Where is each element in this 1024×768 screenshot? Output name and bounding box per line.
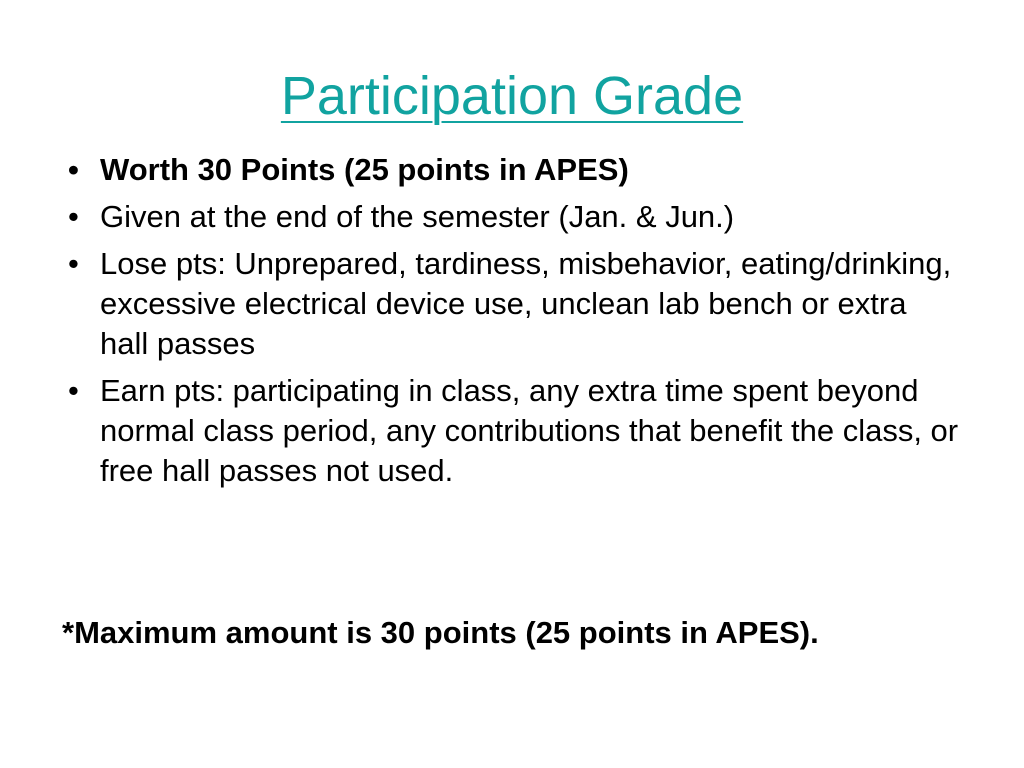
bullet-text: Lose pts: Unprepared, tardiness, misbehavior, eating/drinking, excessive electrical device use, unclean lab bench or extra hall passes	[100, 246, 952, 361]
bullet-dot-icon: •	[68, 373, 79, 408]
maximum-note: *Maximum amount is 30 points (25 points in APES).	[62, 615, 819, 650]
slide-title: Participation Grade	[280, 66, 744, 126]
bullet-text: Worth 30 Points (25 points in APES)	[100, 152, 629, 187]
bullet-item-lose-points	[62, 244, 962, 364]
bullet-dot-icon: •	[68, 246, 79, 281]
bullet-item-earn-points	[62, 371, 962, 491]
bullet-list	[62, 150, 962, 498]
bullet-text: Earn pts: participating in class, any extra time spent beyond normal class period, any contributions that benefit the class, or free hall passes not used.	[100, 373, 959, 488]
bullet-item-worth	[62, 150, 962, 190]
bullet-text: Given at the end of the semester (Jan. & Jun.)	[100, 199, 735, 234]
bullet-dot-icon: •	[68, 199, 79, 234]
bullet-dot-icon: •	[68, 152, 79, 187]
bullet-item-given	[62, 197, 962, 237]
